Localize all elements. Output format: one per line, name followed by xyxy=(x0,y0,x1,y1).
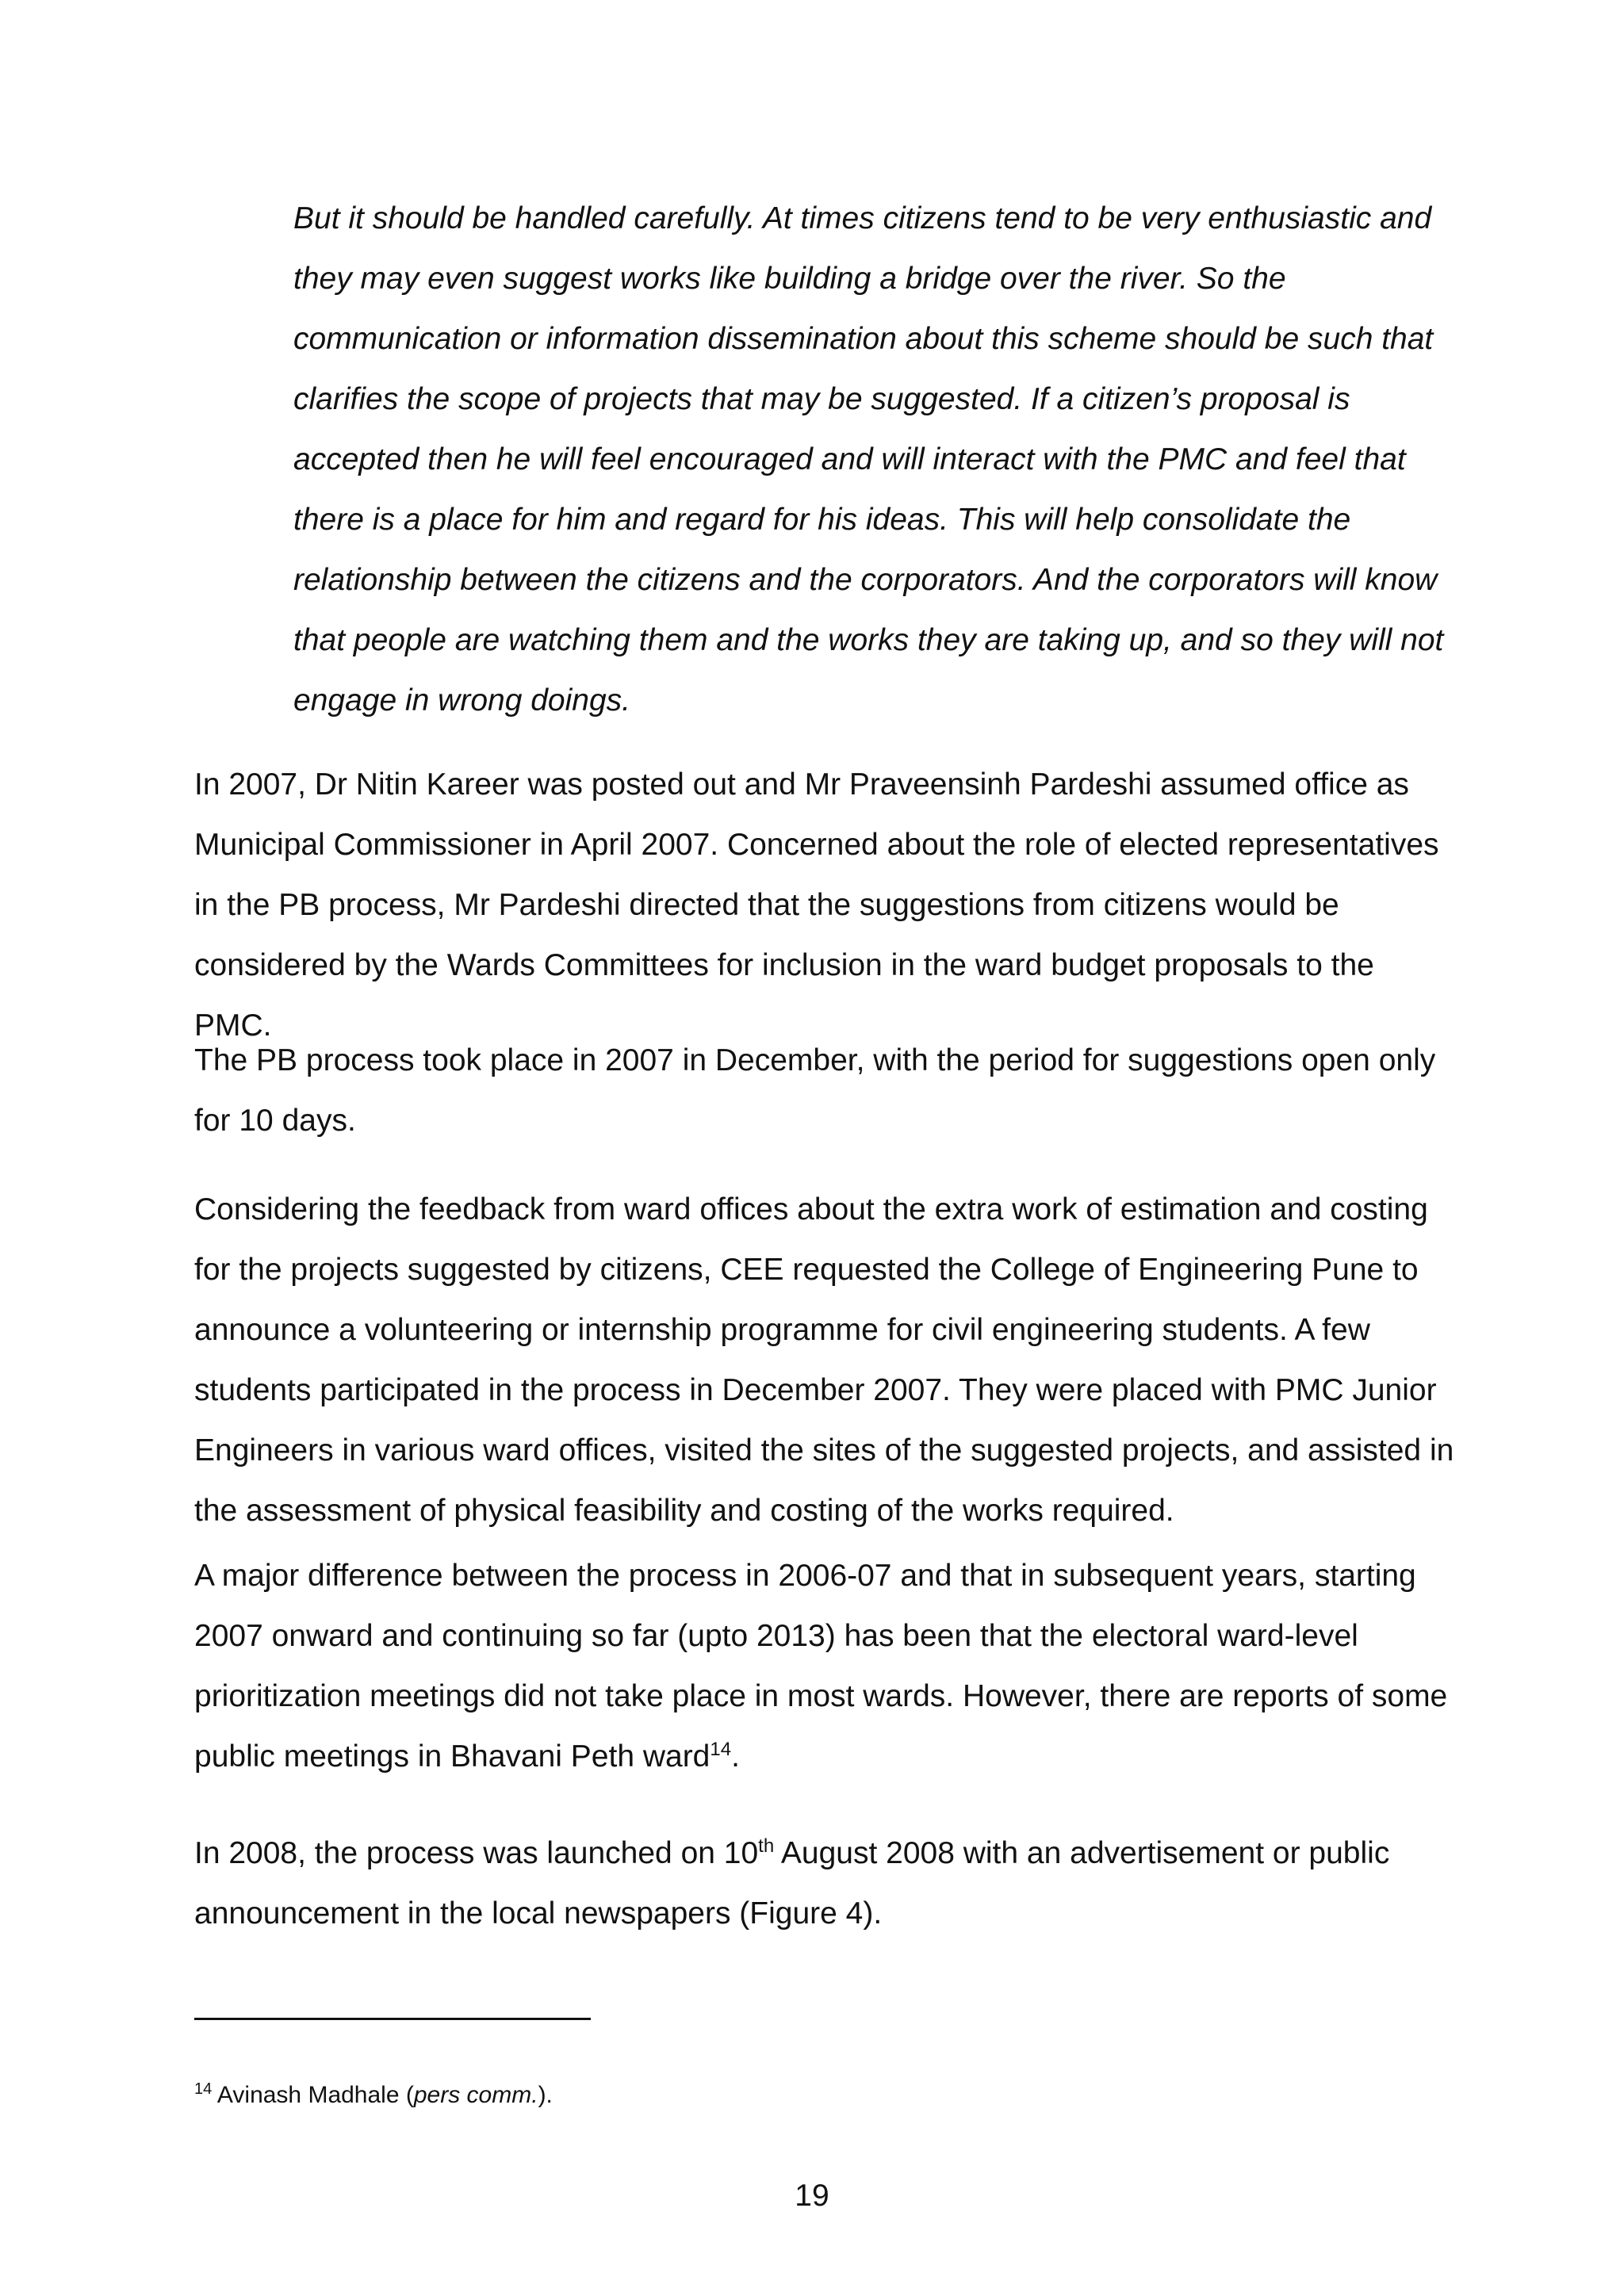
ordinal-suffix: th xyxy=(758,1835,775,1857)
block-quote: But it should be handled carefully. At times citizens tend to be very enthusiastic and they may even suggest works like building a bridge over the river. So the communication or information dissemination about this scheme should be such that clarifies the scope of projects that may be suggested. If a citizen’s proposal is accepted then he will feel encouraged and will interact with the PMC and feel that there is a place for him and regard for his ideas. This will help consolidate the relationship between the citizens and the corporators. And the corporators will know that people are watching them and the works they are taking up, and so they will not engage in wrong doings. xyxy=(293,201,1444,718)
page-number: 19 xyxy=(795,2179,829,2213)
paragraph-process-difference xyxy=(194,1546,1455,1787)
paragraph-text-end: . xyxy=(731,1739,740,1774)
paragraph-text: In 2008, the process was launched on 10 xyxy=(194,1836,759,1870)
paragraph-commissioner-change: In 2007, Dr Nitin Kareer was posted out and Mr Praveensinh Pardeshi assumed office as Municipal Commissioner in April 2007. Concerned about the role of elected representatives in the PB process, Mr Pardeshi directed that the suggestions from citizens would be considered by the Wards Committees for inclusion in the ward budget proposals to the PMC. xyxy=(194,767,1439,1043)
footnote xyxy=(194,2076,1455,2115)
footnote-marker: 14 xyxy=(194,2080,213,2098)
footnote-text-end: ). xyxy=(538,2082,553,2108)
footnote-text: Avinash Madhale ( xyxy=(212,2082,414,2108)
paragraph-internship-programme: Considering the feedback from ward offices about the extra work of estimation and costing for the projects suggested by citizens, CEE requested the College of Engineering Pune to announce a volunteering or internship programme for civil engineering students. A few students participated in the process in December 2007. They were placed with PMC Junior Engineers in various ward offices, visited the sites of the suggested projects, and assisted in the assessment of physical feasibility and costing of the works required. xyxy=(194,1192,1454,1528)
footnote-italic-text: pers comm. xyxy=(413,2082,538,2108)
footnote-separator xyxy=(194,2018,591,2020)
paragraph-process-2008 xyxy=(194,1823,1455,1944)
paragraph-text: A major difference between the process in 2006-07 and that in subsequent years, starting 2007 onward and continuing so far (upto 2013) has been that the electoral ward-level prioritization meetings did not take place in most wards. However, there are reports of some public meetings in Bhavani Peth ward xyxy=(194,1559,1448,1774)
footnote-reference: 14 xyxy=(710,1739,732,1760)
paragraph-pb-process-2007: The PB process took place in 2007 in December, with the period for suggestions open only for 10 days. xyxy=(194,1043,1436,1138)
paragraph-text-end: August 2008 with an advertisement or public announcement in the local newspapers (Figure 4). xyxy=(194,1836,1390,1931)
